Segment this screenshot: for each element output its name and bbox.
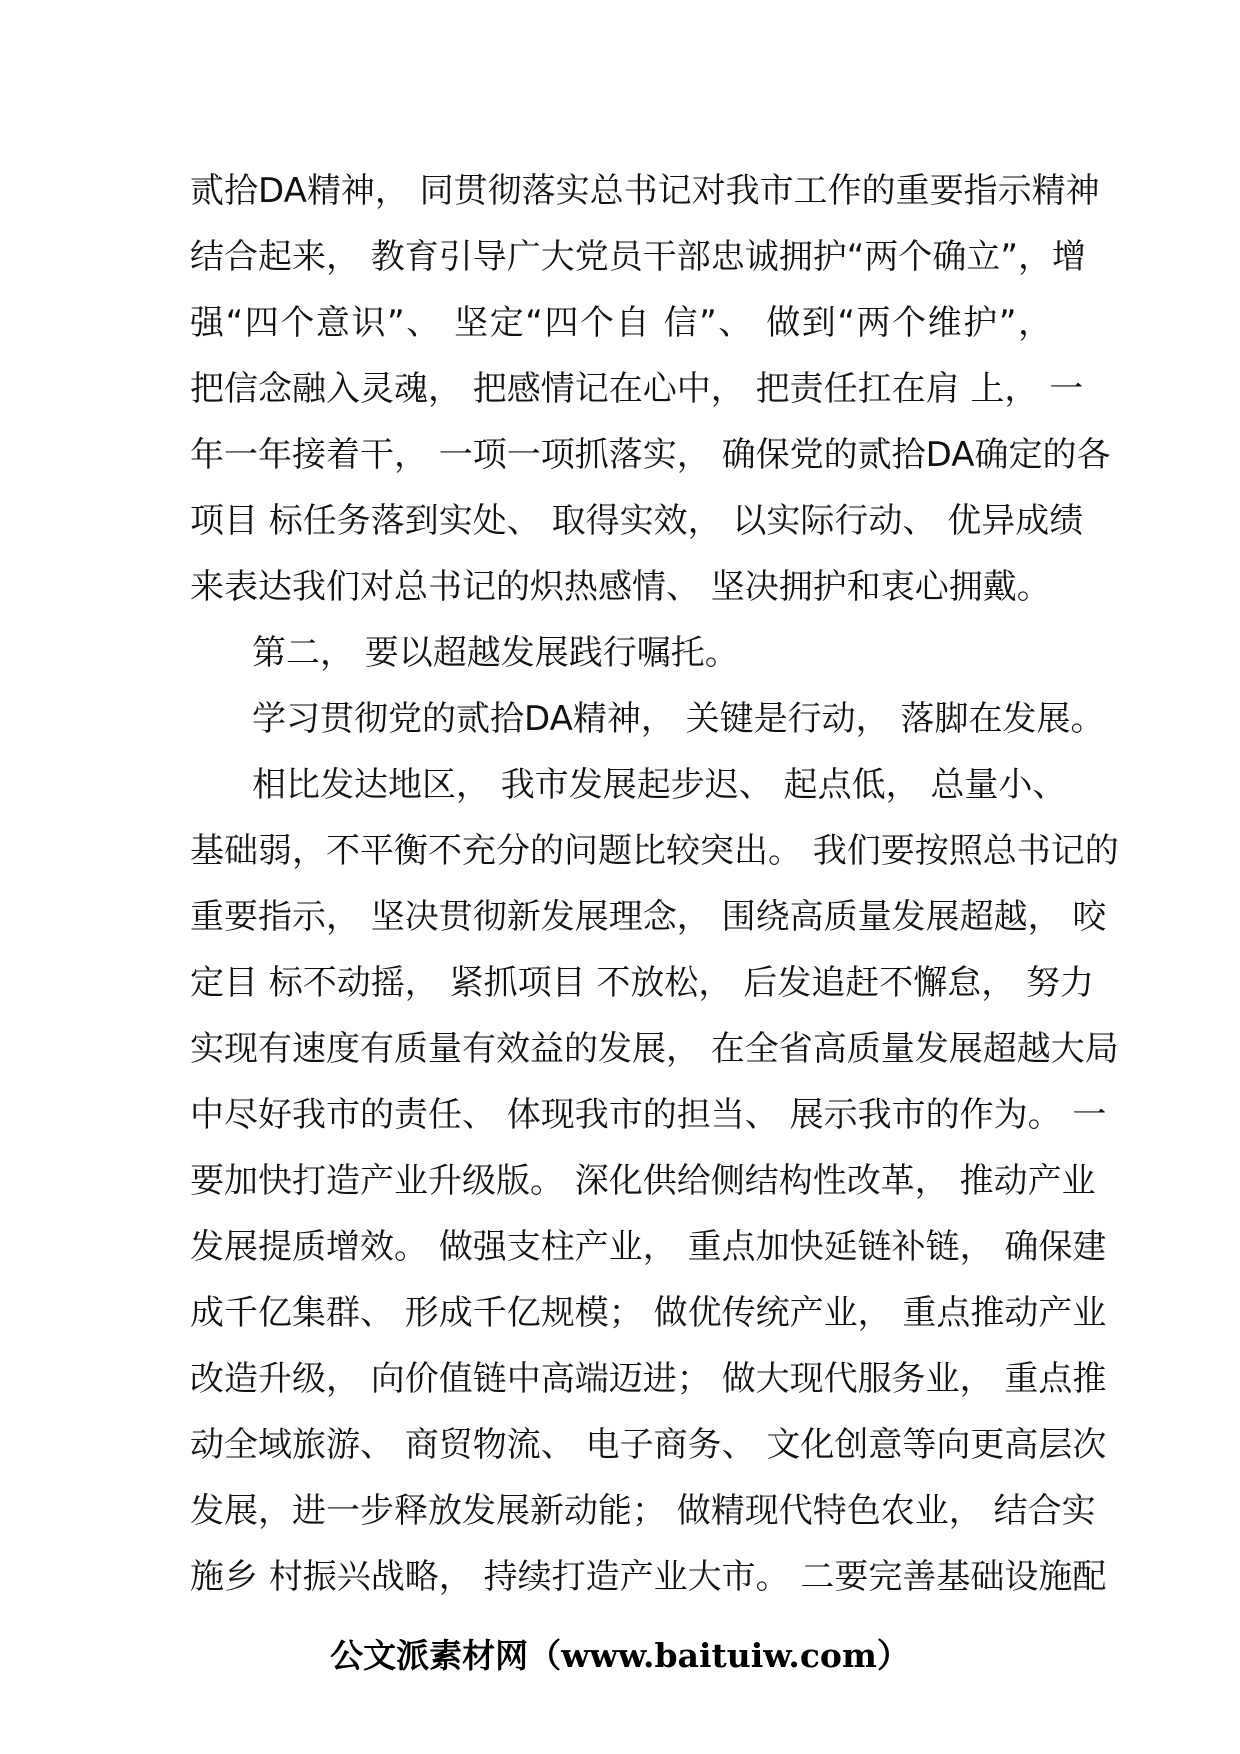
body-line: 学习贯彻党的贰拾DA精神， 关键是行动， 落脚在发展。	[252, 699, 1105, 739]
footer-watermark: 公文派素材网（www.baituiw.com）	[330, 1636, 910, 1675]
body-line: 来表达我们对总书记的炽热感情、 坚决拥护和衷心拥戴。	[190, 567, 1051, 607]
body-line: 发展提质增效。 做强支柱产业， 重点加快延链补链， 确保建	[190, 1227, 1107, 1267]
body-line: 贰拾DA精神， 同贯彻落实总书记对我市工作的重要指示精神	[190, 171, 1100, 211]
body-line: 动全域旅游、 商贸物流、 电子商务、 文化创意等向更高层次	[190, 1425, 1107, 1465]
body-line: 基础弱，不平衡不充分的问题比较突出。 我们要按照总书记的	[190, 831, 1119, 871]
body-line: 重要指示， 坚决贯彻新发展理念， 围绕高质量发展超越， 咬	[190, 897, 1107, 937]
body-line: 发展，进一步释放发展新动能； 做精现代特色农业， 结合实	[190, 1491, 1096, 1531]
body-line: 项目 标任务落到实处、 取得实效， 以实际行动、 优异成绩	[190, 501, 1084, 541]
body-line: 把信念融入灵魂， 把感情记在心中， 把责任扛在肩 上， 一	[190, 369, 1084, 409]
body-line: 实现有速度有质量有效益的发展， 在全省高质量发展超越大局	[190, 1029, 1119, 1069]
section-heading: 第二， 要以超越发展践行嘱托。	[252, 633, 739, 673]
body-line: 要加快打造产业升级版。 深化供给侧结构性改革， 推动产业	[190, 1161, 1096, 1201]
body-line: 成千亿集群、 形成千亿规模； 做优传统产业， 重点推动产业	[190, 1293, 1107, 1333]
body-line: 改造升级， 向价值链中高端迈进； 做大现代服务业， 重点推	[190, 1359, 1107, 1399]
body-line: 相比发达地区， 我市发展起步迟、 起点低， 总量小、	[252, 765, 1067, 805]
body-line: 定目 标不动摇， 紧抓项目 不放松， 后发追赶不懈怠， 努力	[190, 963, 1095, 1003]
body-line: 结合起来， 教育引导广大党员干部忠诚拥护“两个确立”，增	[190, 237, 1087, 277]
body-line: 施乡 村振兴战略， 持续打造产业大市。 二要完善基础设施配	[190, 1557, 1107, 1597]
body-line: 年一年接着干， 一项一项抓落实， 确保党的贰拾DA确定的各	[190, 435, 1111, 475]
body-line: 中尽好我市的责任、 体现我市的担当、 展示我市的作为。 一	[190, 1095, 1107, 1135]
body-line: 强“四个意识”、 坚定“四个自 信”、 做到“两个维护”，	[190, 303, 1052, 343]
